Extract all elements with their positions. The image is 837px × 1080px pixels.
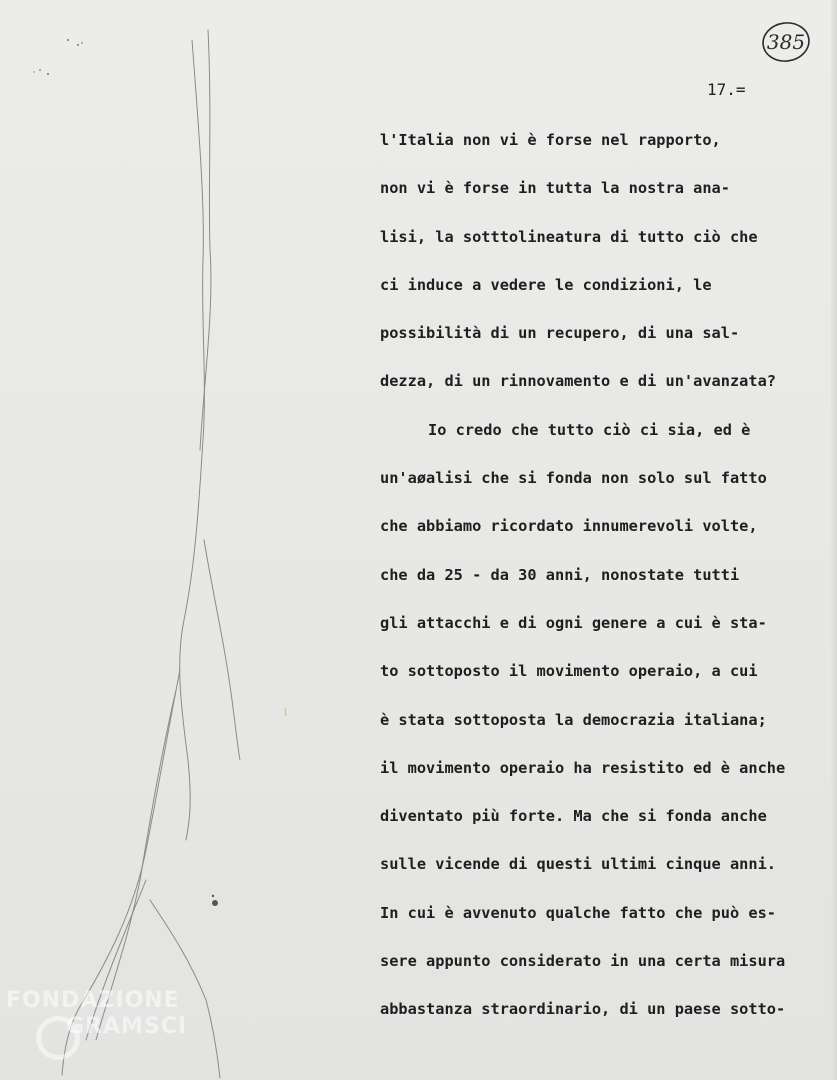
text-line: dezza, di un rinnovamento e di un'avanzata? [380,372,777,391]
text-line: il movimento operaio ha resistito ed è anche [380,758,786,777]
text-line: In cui è avvenuto qualche fatto che può es- [380,903,777,922]
watermark [6,988,187,1040]
text-line: lisi, la sotttolineatura di tutto ciò che [380,227,758,246]
text-line: non vi è forse in tutta la nostra ana- [380,179,730,198]
page-edge [831,0,837,1080]
text-line: diventato più forte. Ma che si fonda anche [380,807,767,826]
text-line: è stata sottoposta la democrazia italiana; [380,710,767,729]
text-line: gli attacchi e di ogni genere a cui è sta- [380,613,767,632]
text-line: possibilità di un recupero, di una sal- [380,324,740,343]
sheet-number-stamp [760,20,812,64]
text-line: un'aøalisi che si fonda non solo sul fatto [380,469,767,488]
page-number: 17.= [707,80,746,99]
text-line: che abbiamo ricordato innumerevoli volte, [380,517,758,536]
text-line: ci induce a vedere le condizioni, le [380,275,712,294]
sheet-number: 385 [766,30,806,54]
text-line: abbastanza straordinario, di un paese sotto- [380,1000,786,1019]
text-line: to sottoposto il movimento operaio, a cui [380,662,758,681]
watermark-line-2: GRAMSCI [66,1014,188,1039]
text-line: sere appunto considerato in una certa misura [380,952,786,971]
typewritten-text [380,124,785,1042]
text-line: l'Italia non vi è forse nel rapporto, [380,131,721,149]
text-line: che da 25 - da 30 anni, nonostate tutti [380,565,740,584]
text-line: Io credo che tutto ciò ci sia, ed è [428,420,751,439]
watermark-line-1: FONDAZIONE [6,988,180,1013]
text-line: sulle vicende di questi ultimi cinque anni. [380,855,777,874]
